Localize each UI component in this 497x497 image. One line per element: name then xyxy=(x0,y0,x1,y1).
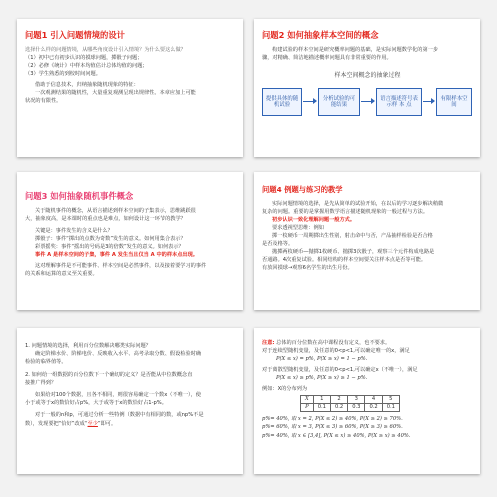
flow-box: 有限样本空间 xyxy=(436,88,472,116)
slide-6-text: 总体的百分位数在高中课程没有定义，也不要求。 xyxy=(276,340,391,346)
slide-2-title: 问题2 如何抽象样本空间的概念 xyxy=(262,30,379,40)
slide-5-text: 数），发现要把“恰好”改成“至少”即可。 xyxy=(25,420,117,427)
arrow-icon xyxy=(303,101,316,102)
table-cell: 4 xyxy=(365,396,382,404)
table-cell: 0.1 xyxy=(382,404,399,412)
slide-5-question: 2. 如何给一组数据的百分位数下一个确切的定义？是否能从中位数概念直 xyxy=(25,372,193,379)
table-cell: 0.2 xyxy=(330,404,347,412)
table-cell: 2 xyxy=(330,396,347,404)
slide-5-text: 确定阶梯水价、阶梯电价、反映收入水平、高考录取分数、假设检验时确 xyxy=(35,351,202,358)
slide-5-question: 1. 问题情境的选择，利用百分位数解决哪类实际问题？ xyxy=(25,343,151,349)
slide-6-formula: p%= 40%, 取 x = 2, P(X ≤ 2) ≥ 40%, P(X ≥ 2) ≥ 70%. xyxy=(262,416,403,423)
slide-3-title: 问题3 如何抽象随机事件概念 xyxy=(25,191,134,201)
slide-3-text: 关于随机事件的概念，从语言描述到样本空间的子集表示，思维跳跃很 xyxy=(35,207,196,214)
arrow-icon xyxy=(361,101,374,102)
slide-6-text: 例如：X的分布列为 xyxy=(262,386,308,393)
slide-4-text: 否通路。4次重复试验。相同结构的样本空间要关注样本点是否等可能。 xyxy=(262,257,427,264)
slide-6-formula: p%= 60%, 取 x = 3, P(X ≤ 3) ≥ 60%, P(X ≥ 3) ≥ 60%. xyxy=(262,424,403,431)
slide-1 xyxy=(17,19,243,157)
slide-5-text: 小于或等于x的数恰好占p%，大于或等于x的数恰好占1-p%。 xyxy=(25,400,167,407)
slide-6-formula: P(X ≤ x) = p%, P(X ≥ x) = 1 − p%. xyxy=(276,356,368,363)
table-cell: P xyxy=(301,404,314,412)
slide-6-formula: P(X ≤ x) ≥ p%, P(X ≥ x) ≥ 1 − p%. xyxy=(276,375,368,382)
slide-4-highlight: 初步认识一致化理解问题一般方式。 xyxy=(272,216,356,223)
slide-3-text: 这对理解事件是不可能事件、样本空间是必然事件，以及接着要学习的事件 xyxy=(35,263,207,270)
table-cell: 3 xyxy=(348,396,365,404)
flow-diagram xyxy=(262,86,473,122)
slide-3-text: 掷骰子：事件“掷出的点数为奇数”发生的意义。如何用集合表示？ xyxy=(35,236,186,243)
slide-1-item: （2）必修《统计》中样本均值估计总体均值的问题； xyxy=(25,63,148,70)
slide-4-text: 有放回摸球→观察6名学生的出生月份。 xyxy=(262,265,353,272)
slide-3-text: 大，抽象度高，是本课时的重点也是难点，如何设计这一环节的教学？ xyxy=(25,216,186,223)
slide-4-text: 是否及格等。 xyxy=(262,241,294,248)
table-cell: 1 xyxy=(313,396,330,404)
arrow-icon xyxy=(423,101,434,102)
table-cell: 5 xyxy=(382,396,399,404)
slide-2-text: 构建试验的样本空间是研究概率问题的基础，是实际问题数学化的第一步 xyxy=(272,46,439,53)
slide-3-highlight: 事件 A 是样本空间的子集，事件 A 发生当且仅当 A 中的样本点出现。 xyxy=(35,252,198,259)
slide-1-text: 状况的有限性。 xyxy=(25,98,62,105)
slide-1-text: 借助于信息技术，归纳抽象随机现象的特征： xyxy=(35,82,139,89)
table-cell: 0.1 xyxy=(313,404,330,412)
slide-4-text: 实际问题情境的选择，是先从简单的试验开始，在以后的学习逐步解决稍微 xyxy=(272,200,444,207)
slide-4-title: 问题4 例题与练习的教学 xyxy=(262,185,343,194)
flow-box: 提供具体的随机试验 xyxy=(262,88,302,116)
slide-4 xyxy=(254,172,480,310)
slide-3-text: 的关系和运算的意义至关重要。 xyxy=(25,271,98,278)
flow-box: 语言描述符号表示样 本 点 xyxy=(376,88,422,116)
slide-6-text: 对于连续型随机变量，及任意的0<p<1,可以确定唯一的x，满足 xyxy=(262,348,410,355)
table-row xyxy=(301,396,400,404)
slide-1-item: （1）初中已有初步认识的摸球问题，掷骰子问题； xyxy=(25,55,143,62)
diagram-title: 样本空间概念的抽象过程 xyxy=(334,72,401,80)
slide-5-text: 接推广得到？ xyxy=(25,380,57,387)
highlight-word: 至少 xyxy=(87,420,98,427)
table-row xyxy=(301,404,400,412)
flow-box: 分析试验的可能结果 xyxy=(318,88,360,116)
note-label: 注意: xyxy=(262,340,275,346)
slide-1-title: 问题1 引入问题情境的设计 xyxy=(25,30,125,40)
slide-4-text: 复杂的问题。重要的是掌握用数学语言描述随机现象的一般过程与方法。 xyxy=(262,208,429,215)
slide-2 xyxy=(254,19,480,157)
slide-3-text: 关键是：事件发生的含义是什么？ xyxy=(35,228,113,235)
slide-6-formula: p%= 40%, 取 x ∈ [3,4], P(X ≤ x) ≥ 40%, P(X ≥ x) ≥ 40%. xyxy=(262,432,411,439)
slide-1-text: 一次观测结果的随机性，大量重复观测呈现出规律性。本章应加上可能 xyxy=(35,90,196,97)
distribution-table xyxy=(300,395,400,412)
slide-5-text: 如果给对100个数据，且各不相同，则很容易确定一个数x（不唯一），使 xyxy=(35,392,201,399)
slide-3 xyxy=(17,172,243,310)
table-cell: 0.2 xyxy=(365,404,382,412)
slide-5-text: 对于一般的n和p，可通过分析一些特例（数据中有相同的数，或np%不是 xyxy=(35,412,204,419)
table-cell: X xyxy=(301,396,314,404)
slide-5 xyxy=(17,328,243,474)
table-cell: 0.3 xyxy=(348,404,365,412)
slide-1-question: 选择什么样的问题情境，从哪些角度设计引入情境？为什么要这么做？ xyxy=(25,46,186,53)
slide-2-text: 骤，对精确、简洁地描述概率问题具有非常重要的作用。 xyxy=(262,55,392,62)
slide-4-text: 掷一枚硬币一周期掷出生性别，射击命中与否，产品抽样检验是否合格 xyxy=(272,233,433,239)
slide-3-text: 彩票摇奖：事件“摇出的号码是3的倍数”发生的意义。如何表示？ xyxy=(35,244,184,251)
slide-4-text: 要求透视型思维：例如 xyxy=(272,224,324,231)
slide-5-text: 检验的临界值等。 xyxy=(25,359,67,366)
slide-1-item: （3）学生熟悉的到校时间问题。 xyxy=(25,71,101,78)
slide-6-text: 对于离散型随机变量，及任意的0<p<1,可以确定x（不唯一），满足 xyxy=(262,367,418,374)
slide-6 xyxy=(254,328,480,474)
slide-4-text: 抛掷两枚硬币—抛掷1枚硬币、抛掷3次骰子，观察三个元件构成电路是 xyxy=(272,249,435,256)
